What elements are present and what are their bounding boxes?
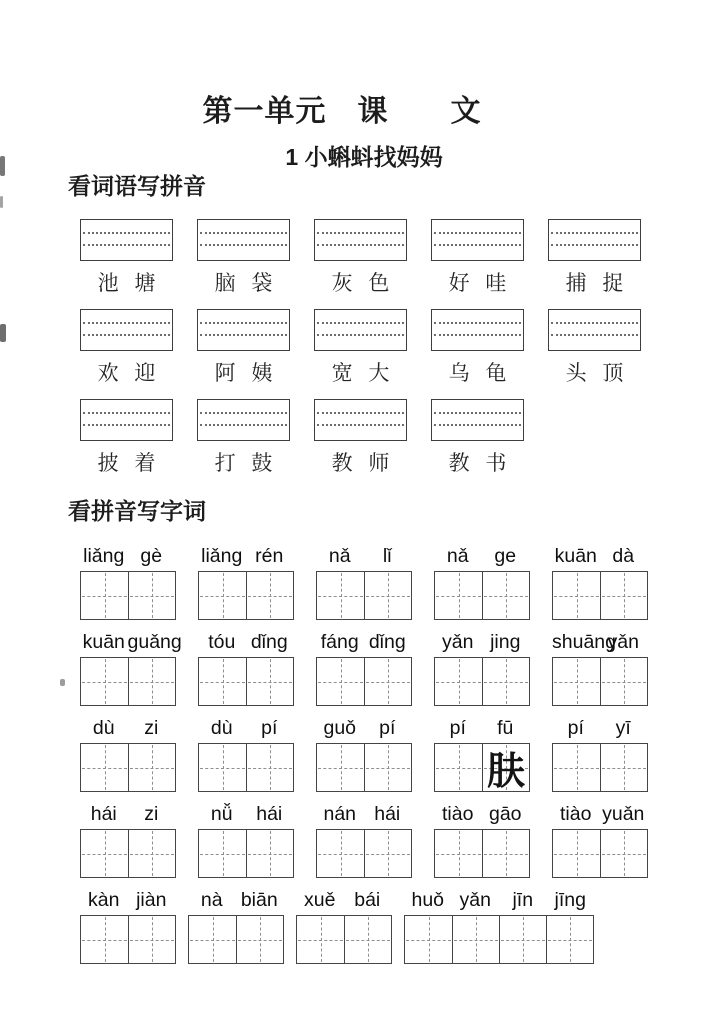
pinyin-label — [434, 801, 530, 826]
pinyin-label — [296, 887, 392, 912]
character-cell — [199, 658, 246, 705]
character-cell — [499, 916, 546, 963]
character-grid — [434, 829, 530, 878]
pinyin-item — [316, 801, 412, 878]
character-cell — [128, 830, 175, 877]
word-row — [80, 219, 688, 297]
character-grid — [198, 829, 294, 878]
character-cell — [600, 658, 647, 705]
stave-dotted-line — [317, 412, 404, 414]
pinyin-syllable: zi — [144, 803, 159, 825]
stave-dotted-line — [200, 334, 287, 336]
pinyin-stave-box — [548, 309, 641, 351]
stave-dotted-line — [83, 322, 170, 324]
pinyin-syllable: xuě — [304, 889, 336, 911]
word-item — [80, 309, 173, 387]
word-row — [80, 309, 688, 387]
pinyin-syllable: yǎn — [442, 631, 474, 653]
pinyin-item — [552, 629, 648, 706]
pinyin-item — [434, 801, 530, 878]
word-item — [548, 219, 641, 297]
character-grid — [434, 657, 530, 706]
stave-dotted-line — [317, 334, 404, 336]
word-label: 头 顶 — [565, 361, 624, 385]
word-label: 宽 大 — [331, 361, 390, 385]
pinyin-syllable: yuǎn — [602, 803, 645, 825]
pinyin-syllable: dǐng — [368, 631, 406, 653]
pinyin-stave-box — [197, 219, 290, 261]
pinyin-label — [552, 715, 648, 740]
pinyin-label — [198, 801, 294, 826]
character-cell — [199, 572, 246, 619]
stave-dotted-line — [83, 424, 170, 426]
pinyin-syllable: guǒ — [323, 717, 357, 739]
word-item — [431, 309, 524, 387]
scan-artifact — [60, 679, 65, 686]
pinyin-syllable: nǎ — [328, 545, 351, 567]
character-cell — [128, 744, 175, 791]
pinyin-syllable: jing — [490, 631, 521, 653]
pinyin-syllable: jiàn — [136, 889, 167, 911]
character-cell — [246, 572, 293, 619]
pinyin-stave-box — [80, 399, 173, 441]
handwritten-answer: 肤 — [486, 748, 525, 793]
pinyin-label — [198, 715, 294, 740]
pinyin-syllable: bái — [354, 889, 381, 911]
word-label: 打 鼓 — [214, 451, 273, 475]
pinyin-syllable: hái — [90, 803, 117, 825]
stave-dotted-line — [200, 424, 287, 426]
character-cell — [128, 658, 175, 705]
pinyin-item — [80, 715, 176, 792]
pinyin-item — [198, 801, 294, 878]
pinyin-syllable: jīng — [554, 889, 586, 911]
stave-dotted-line — [434, 412, 521, 414]
character-cell — [482, 830, 529, 877]
pinyin-item — [434, 543, 530, 620]
stave-dotted-line — [551, 334, 638, 336]
stave-dotted-line — [200, 232, 287, 234]
character-cell — [405, 916, 452, 963]
pinyin-label — [404, 887, 594, 912]
pinyin-item — [434, 629, 530, 706]
pinyin-syllable: nán — [323, 803, 357, 825]
character-cell — [482, 572, 529, 619]
word-label: 好 哇 — [448, 271, 507, 295]
page-title: 第一单元 课 文 — [202, 95, 482, 128]
pinyin-stave-box — [80, 219, 173, 261]
stave-dotted-line — [434, 334, 521, 336]
pinyin-item — [188, 887, 284, 964]
pinyin-item — [80, 629, 182, 706]
character-grid — [316, 829, 412, 878]
word-item — [314, 219, 407, 297]
pinyin-label — [552, 801, 648, 826]
character-cell — [297, 916, 344, 963]
pinyin-label — [80, 887, 176, 912]
character-cell — [246, 658, 293, 705]
stave-dotted-line — [317, 232, 404, 234]
character-cell — [435, 830, 482, 877]
pinyin-syllable: rén — [255, 545, 284, 567]
pinyin-syllable: biān — [240, 889, 278, 911]
character-cell — [128, 572, 175, 619]
pinyin-item — [198, 715, 294, 792]
pinyin-syllable: nǚ — [210, 803, 233, 825]
pinyin-syllable: zi — [144, 717, 159, 739]
word-label: 脑 袋 — [214, 271, 273, 295]
pinyin-syllable: guǎng — [127, 631, 182, 653]
word-label: 灰 色 — [331, 271, 390, 295]
pinyin-item — [552, 543, 648, 620]
pinyin-item — [316, 715, 412, 792]
pinyin-item — [80, 801, 176, 878]
pinyin-label — [316, 801, 412, 826]
character-cell — [81, 744, 128, 791]
character-grid — [80, 657, 176, 706]
pinyin-label — [188, 887, 284, 912]
pinyin-syllable: shuāng — [552, 631, 616, 653]
word-label: 欢 迎 — [97, 361, 156, 385]
character-grid — [198, 743, 294, 792]
stave-dotted-line — [83, 334, 170, 336]
pinyin-syllable: nà — [200, 889, 223, 911]
pinyin-syllable: kàn — [88, 889, 120, 911]
pinyin-syllable: dà — [612, 545, 635, 567]
character-grid — [552, 743, 648, 792]
word-label: 教 师 — [331, 451, 390, 475]
pinyin-stave-box — [314, 399, 407, 441]
stave-dotted-line — [434, 424, 521, 426]
word-item — [197, 219, 290, 297]
stave-dotted-line — [83, 244, 170, 246]
character-cell — [452, 916, 499, 963]
character-cell — [317, 572, 364, 619]
character-grid — [198, 657, 294, 706]
pinyin-syllable: yǎn — [459, 889, 491, 911]
pinyin-syllable: dù — [210, 717, 233, 739]
word-item — [197, 399, 290, 477]
pinyin-label — [80, 801, 176, 826]
character-cell — [81, 572, 128, 619]
character-cell — [189, 916, 236, 963]
pinyin-syllable: jīn — [512, 889, 534, 911]
word-label: 池 塘 — [97, 271, 156, 295]
character-cell — [199, 744, 246, 791]
pinyin-writing-rows — [80, 219, 688, 477]
word-label: 教 书 — [448, 451, 507, 475]
character-grid — [316, 743, 412, 792]
character-cell — [364, 572, 411, 619]
character-cell — [364, 744, 411, 791]
character-cell — [317, 744, 364, 791]
character-grid — [404, 915, 594, 964]
word-label: 乌 龟 — [448, 361, 507, 385]
pinyin-syllable: gāo — [488, 803, 522, 825]
pinyin-syllable: ge — [494, 545, 517, 567]
character-grid — [434, 571, 530, 620]
pinyin-syllable: yǎn — [607, 631, 639, 653]
pinyin-item — [198, 629, 294, 706]
pinyin-syllable: liǎng — [83, 545, 125, 567]
word-item — [80, 219, 173, 297]
character-cell — [435, 572, 482, 619]
character-grid — [434, 743, 530, 792]
character-cell — [199, 830, 246, 877]
word-label: 阿 姨 — [214, 361, 273, 385]
pinyin-item — [404, 887, 594, 964]
pinyin-syllable: nǎ — [446, 545, 469, 567]
pinyin-syllable: gè — [140, 545, 163, 567]
pinyin-item — [80, 543, 176, 620]
character-cell — [553, 744, 600, 791]
pinyin-row — [80, 629, 688, 706]
pinyin-label — [316, 629, 412, 654]
stave-dotted-line — [434, 244, 521, 246]
pinyin-syllable: hái — [256, 803, 283, 825]
pinyin-syllable: kuān — [554, 545, 597, 567]
character-grid — [80, 743, 176, 792]
character-cell — [553, 572, 600, 619]
pinyin-label — [552, 543, 648, 568]
pinyin-row — [80, 801, 688, 878]
pinyin-stave-box — [431, 399, 524, 441]
word-item — [431, 399, 524, 477]
word-label: 捕 捉 — [565, 271, 624, 295]
character-grid — [316, 657, 412, 706]
pinyin-item — [552, 715, 648, 792]
character-cell — [81, 830, 128, 877]
stave-dotted-line — [551, 232, 638, 234]
pinyin-stave-box — [197, 399, 290, 441]
character-cell — [600, 830, 647, 877]
pinyin-label — [434, 543, 530, 568]
character-grid — [296, 915, 392, 964]
character-cell — [364, 658, 411, 705]
pinyin-syllable: liǎng — [201, 545, 243, 567]
character-cell — [600, 744, 647, 791]
character-cell — [317, 830, 364, 877]
character-cell — [546, 916, 593, 963]
character-cell — [236, 916, 283, 963]
pinyin-label — [434, 629, 530, 654]
pinyin-syllable: tiào — [560, 803, 592, 825]
character-grid — [188, 915, 284, 964]
pinyin-stave-box — [548, 219, 641, 261]
character-cell — [553, 830, 600, 877]
pinyin-item — [296, 887, 392, 964]
pinyin-row — [80, 543, 688, 620]
pinyin-item — [552, 801, 648, 878]
pinyin-syllable: fáng — [320, 631, 359, 653]
stave-dotted-line — [317, 322, 404, 324]
scan-artifact — [0, 196, 3, 208]
pinyin-syllable: hái — [374, 803, 401, 825]
pinyin-syllable: pí — [449, 717, 466, 739]
character-cell — [482, 744, 529, 791]
stave-dotted-line — [551, 322, 638, 324]
character-grid — [80, 571, 176, 620]
character-grid — [552, 829, 648, 878]
word-row — [80, 399, 688, 477]
character-grid — [552, 571, 648, 620]
stave-dotted-line — [317, 424, 404, 426]
pinyin-syllable: yī — [615, 717, 631, 739]
character-cell — [344, 916, 391, 963]
character-cell — [364, 830, 411, 877]
pinyin-syllable: fū — [497, 717, 514, 739]
character-grid — [198, 571, 294, 620]
pinyin-stave-box — [314, 309, 407, 351]
pinyin-syllable: huǒ — [411, 889, 445, 911]
pinyin-stave-box — [431, 309, 524, 351]
pinyin-row — [80, 887, 688, 964]
pinyin-stave-box — [431, 219, 524, 261]
word-item — [197, 309, 290, 387]
scan-artifact — [0, 324, 6, 342]
character-cell — [246, 830, 293, 877]
pinyin-label — [316, 715, 412, 740]
stave-dotted-line — [83, 232, 170, 234]
stave-dotted-line — [200, 412, 287, 414]
pinyin-syllable: tóu — [208, 631, 236, 653]
pinyin-syllable: pí — [261, 717, 278, 739]
stave-dotted-line — [434, 232, 521, 234]
pinyin-syllable: dù — [92, 717, 115, 739]
word-label: 披 着 — [97, 451, 156, 475]
pinyin-label — [80, 629, 182, 654]
pinyin-label — [198, 543, 294, 568]
pinyin-syllable: pí — [567, 717, 584, 739]
character-writing-rows — [80, 543, 688, 964]
pinyin-row — [80, 715, 688, 792]
pinyin-syllable: dǐng — [250, 631, 288, 653]
scan-artifact — [0, 156, 5, 176]
pinyin-item — [316, 629, 412, 706]
word-item — [548, 309, 641, 387]
stave-dotted-line — [317, 244, 404, 246]
character-grid — [552, 657, 648, 706]
pinyin-item — [316, 543, 412, 620]
pinyin-syllable: kuān — [82, 631, 125, 653]
character-grid — [316, 571, 412, 620]
pinyin-label — [80, 543, 176, 568]
pinyin-item — [434, 715, 530, 792]
stave-dotted-line — [200, 322, 287, 324]
pinyin-stave-box — [197, 309, 290, 351]
stave-dotted-line — [200, 244, 287, 246]
character-cell — [246, 744, 293, 791]
character-cell — [128, 916, 175, 963]
pinyin-stave-box — [314, 219, 407, 261]
word-item — [314, 309, 407, 387]
pinyin-label — [316, 543, 412, 568]
word-item — [314, 399, 407, 477]
pinyin-label — [434, 715, 530, 740]
pinyin-syllable: lǐ — [382, 545, 392, 567]
page-subtitle: 1 小蝌蚪找妈妈 — [285, 144, 443, 170]
character-cell — [553, 658, 600, 705]
stave-dotted-line — [551, 244, 638, 246]
pinyin-label — [198, 629, 294, 654]
character-grid — [80, 915, 176, 964]
character-cell — [482, 658, 529, 705]
pinyin-label — [80, 715, 176, 740]
pinyin-label — [552, 629, 648, 654]
pinyin-stave-box — [80, 309, 173, 351]
character-cell — [435, 744, 482, 791]
pinyin-item — [80, 887, 176, 964]
section2-header: 看拼音写字词 — [68, 498, 206, 524]
pinyin-syllable: tiào — [442, 803, 474, 825]
stave-dotted-line — [83, 412, 170, 414]
pinyin-item — [198, 543, 294, 620]
character-grid — [80, 829, 176, 878]
pinyin-syllable: pí — [379, 717, 396, 739]
word-item — [431, 219, 524, 297]
character-cell — [317, 658, 364, 705]
section1-header: 看词语写拼音 — [68, 173, 206, 199]
character-cell — [81, 916, 128, 963]
character-cell — [600, 572, 647, 619]
character-cell — [81, 658, 128, 705]
stave-dotted-line — [434, 322, 521, 324]
character-cell — [435, 658, 482, 705]
word-item — [80, 399, 173, 477]
